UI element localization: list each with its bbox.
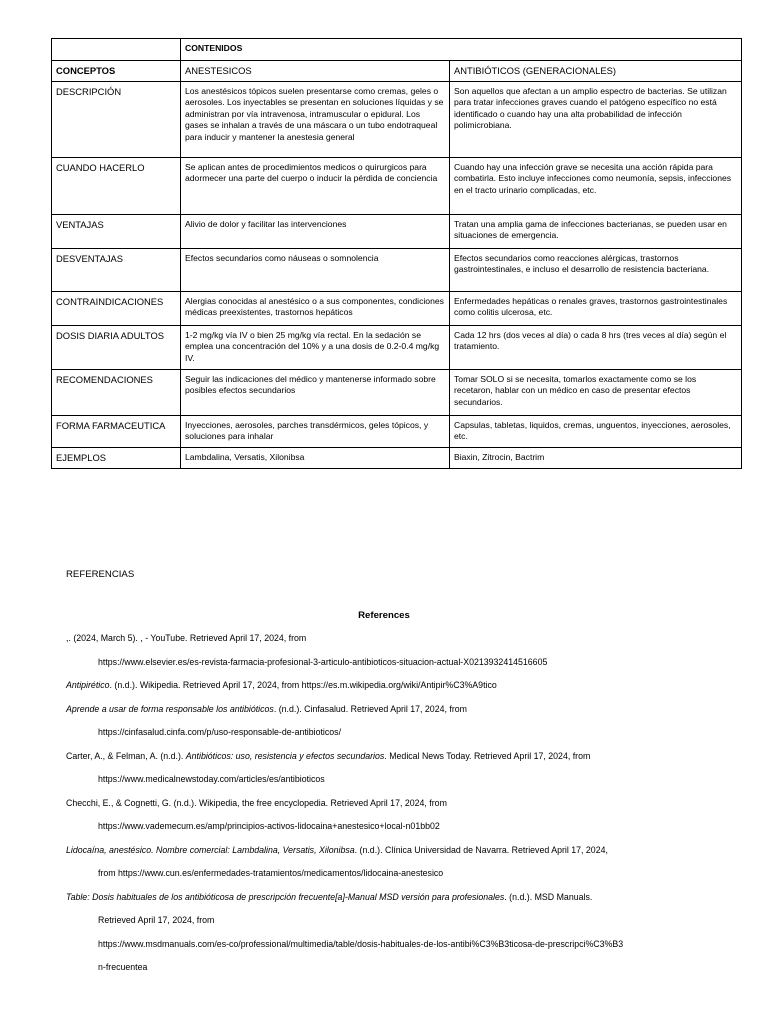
antibioticos-cell: Biaxin, Zitrocin, Bactrim xyxy=(450,447,742,468)
reference-text: . Medical News Today. Retrieved April 17, 2024, from xyxy=(384,750,591,761)
concept-cell: DESVENTAJAS xyxy=(52,248,181,291)
reference-item xyxy=(66,797,706,844)
antibioticos-cell: Enfermedades hepáticas o renales graves, trastornos gastrointestinales como colitis ulcerosa, etc. xyxy=(450,291,742,325)
reference-text: . (n.d.). Cinfasalud. Retrieved April 17, 2024, from xyxy=(273,703,467,714)
antibioticos-cell: Efectos secundarios como reacciones alérgicas, trastornos gastrointestinales, e incluso el desarrollo de resistencia bacteriana. xyxy=(450,248,742,291)
concept-cell: FORMA FARMACEUTICA xyxy=(52,415,181,447)
reference-item xyxy=(66,844,706,891)
table-row xyxy=(52,447,742,468)
anestesicos-header: ANESTESICOS xyxy=(181,61,450,82)
references-title: References xyxy=(358,610,410,621)
reference-url: https://www.msdmanuals.com/es-co/professional/multimedia/table/dosis-habituales-de-los-antibi%C3%B3ticosa-de-prescripci%C3%B3 xyxy=(98,938,624,949)
antibioticos-cell: Cada 12 hrs (dos veces al día) o cada 8 hrs (tres veces al día) según el tratamiento. xyxy=(450,325,742,369)
reference-text: ,. (2024, March 5). , - YouTube. Retrieved April 17, 2024, from xyxy=(66,633,307,643)
references-list xyxy=(66,632,706,985)
reference-item xyxy=(66,750,706,797)
concept-cell: EJEMPLOS xyxy=(52,447,181,468)
antibioticos-cell: Tomar SOLO si se necesita, tomarlos exactamente como se los recetaron, hablar con un médico en caso de presentar efectos secundarios. xyxy=(450,369,742,415)
table-row xyxy=(52,81,742,157)
referencias-label: REFERENCIAS xyxy=(66,569,135,580)
conceptos-header: CONCEPTOS xyxy=(52,61,181,82)
anestesicos-cell: Inyecciones, aerosoles, parches transdérmicos, geles tópicos, y soluciones para inhalar xyxy=(181,415,450,447)
anestesicos-cell: Los anestésicos tópicos suelen presentarse como cremas, geles o aerosoles. Los inyectables se presentan en soluciones líquidas y se administran por vía intravenosa, intramuscular o epidural. Los gases se inhalan a través de una máscara o un tubo endotraqueal para inducir y mantener la anestesia general xyxy=(181,81,450,157)
antibioticos-header: ANTIBIÓTICOS (GENERACIONALES) xyxy=(450,61,742,82)
reference-title: Antibióticos: uso, resistencia y efectos secundarios xyxy=(185,750,385,761)
reference-title: Table: Dosis habituales de los antibióticosa de prescripción frecuente[a]-Manual MSD versión para profesionales xyxy=(66,891,505,902)
anestesicos-cell: Alivio de dolor y facilitar las intervenciones xyxy=(181,214,450,248)
reference-item xyxy=(66,632,706,679)
reference-title: Lidocaína, anestésico. Nombre comercial: Lambdalina, Versatis, Xilonibsa xyxy=(66,844,355,855)
table-row xyxy=(52,415,742,447)
anestesicos-cell: Efectos secundarios como náuseas o somnolencia xyxy=(181,248,450,291)
reference-url: from https://www.cun.es/enfermedades-tratamientos/medicamentos/lidocaina-anestesico xyxy=(98,868,444,878)
reference-text: . (n.d.). Clínica Universidad de Navarra. Retrieved April 17, 2024, xyxy=(354,844,608,855)
concept-cell: DESCRIPCIÓN xyxy=(52,81,181,157)
reference-item xyxy=(66,703,706,750)
concept-cell: CONTRAINDICACIONES xyxy=(52,291,181,325)
reference-url: https://www.medicalnewstoday.com/articles/es/antibioticos xyxy=(98,774,325,784)
anestesicos-cell: 1-2 mg/kg vía IV o bien 25 mg/kg vía rectal. En la sedación se emplea una concentración del 10% y a una dosis de 0.2-0.4 mg/kg IV. xyxy=(181,325,450,369)
concept-cell: RECOMENDACIONES xyxy=(52,369,181,415)
column-header-row xyxy=(52,61,742,82)
anestesicos-cell: Alergias conocidas al anestésico o a sus componentes, condiciones médicas preexistentes, trastornos hepáticos xyxy=(181,291,450,325)
reference-text: . (n.d.). MSD Manuals. xyxy=(504,891,593,902)
anestesicos-cell: Seguir las indicaciones del médico y mantenerse informado sobre posibles efectos secundarios xyxy=(181,369,450,415)
reference-text: . (n.d.). Wikipedia. Retrieved April 17, 2024, from https://es.m.wikipedia.org/wiki/Antipir%C3%A9tico xyxy=(109,680,497,690)
table-row xyxy=(52,369,742,415)
antibioticos-cell: Capsulas, tabletas, liquidos, cremas, unguentos, inyecciones, aerosoles, etc. xyxy=(450,415,742,447)
reference-url: https://www.elsevier.es/es-revista-farmacia-profesional-3-articulo-antibioticos-situacion-actual-X0213932414516605 xyxy=(98,656,548,667)
reference-text: Checchi, E., & Cognetti, G. (n.d.). Wikipedia, the free encyclopedia. Retrieved April 17, 2024, from xyxy=(66,797,447,808)
table-header-row xyxy=(52,39,742,61)
antibioticos-cell: Son aquellos que afectan a un amplio espectro de bacterias. Se utilizan para tratar infecciones graves cuando el patógeno específico no está identificado o cuando hay una alta probabilidad de infección polimicrobiana. xyxy=(450,81,742,157)
reference-url: n-frecuentea xyxy=(98,962,148,972)
antibioticos-cell: Cuando hay una infección grave se necesita una acción rápida para combatirla. Esto incluye infecciones como neumonía, sepsis, infecciones en el tracto urinario complicadas, etc. xyxy=(450,157,742,214)
comparison-table xyxy=(51,38,742,469)
antibioticos-cell: Tratan una amplia gama de infecciones bacterianas, se pueden usar en situaciones de emergencia. xyxy=(450,214,742,248)
reference-item xyxy=(66,679,706,703)
anestesicos-cell: Lambdalina, Versatis, Xilonibsa xyxy=(181,447,450,468)
table-row xyxy=(52,157,742,214)
reference-url: https://www.vademecum.es/amp/principios-activos-lidocaina+anestesico+local-n01bb02 xyxy=(98,821,440,831)
reference-url: https://cinfasalud.cinfa.com/p/uso-responsable-de-antibioticos/ xyxy=(98,727,342,737)
anestesicos-cell: Se aplican antes de procedimientos medicos o quirurgicos para adormecer una parte del cuerpo o inducir la pérdida de conciencia xyxy=(181,157,450,214)
reference-title: Aprende a usar de forma responsable los antibióticos xyxy=(66,703,274,714)
reference-item xyxy=(66,891,706,985)
concept-cell: VENTAJAS xyxy=(52,214,181,248)
reference-text: Retrieved April 17, 2024, from xyxy=(98,915,215,925)
concept-cell: DOSIS DIARIA ADULTOS xyxy=(52,325,181,369)
reference-title: Antipirético xyxy=(66,680,110,690)
contenidos-header: CONTENIDOS xyxy=(181,39,742,61)
table-row xyxy=(52,248,742,291)
concept-cell: CUANDO HACERLO xyxy=(52,157,181,214)
reference-text: Carter, A., & Felman, A. (n.d.). xyxy=(66,750,186,761)
empty-header-cell xyxy=(52,39,181,61)
table-row xyxy=(52,214,742,248)
table-row xyxy=(52,325,742,369)
table-row xyxy=(52,291,742,325)
